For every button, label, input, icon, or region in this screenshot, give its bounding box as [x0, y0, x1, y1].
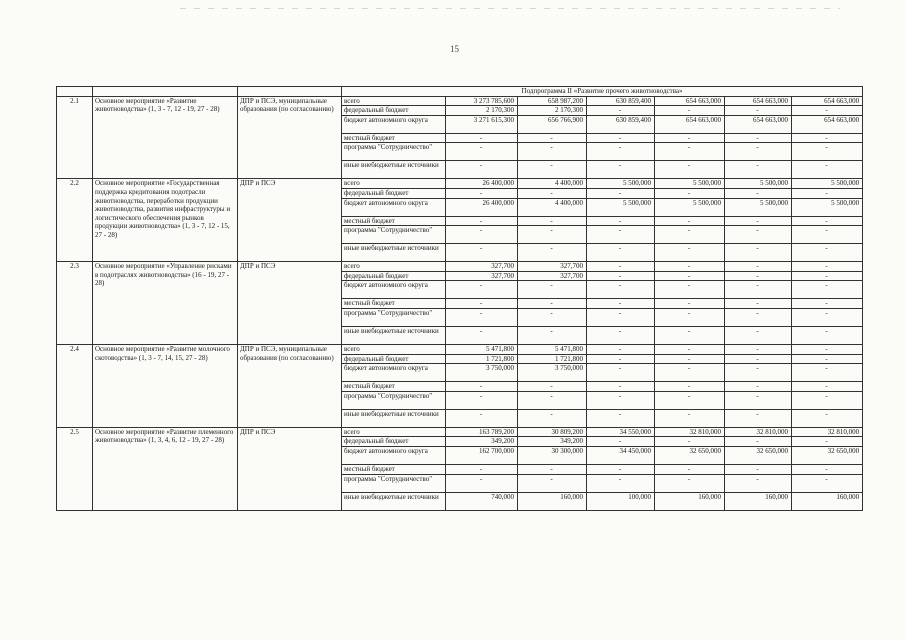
- amount-cell: 162 700,000: [446, 446, 518, 464]
- amount-cell: -: [655, 281, 725, 299]
- amount-cell: 654 663,000: [792, 96, 863, 106]
- amount-cell: -: [587, 226, 655, 244]
- amount-cell: 2 170,300: [518, 106, 587, 116]
- amount-cell: -: [518, 464, 587, 474]
- amount-cell: -: [792, 106, 863, 116]
- amount-cell: 34 450,000: [587, 446, 655, 464]
- amount-cell: -: [518, 308, 587, 326]
- amount-cell: -: [725, 391, 792, 409]
- amount-cell: -: [725, 308, 792, 326]
- amount-cell: -: [792, 474, 863, 492]
- amount-cell: -: [792, 464, 863, 474]
- amount-cell: -: [446, 188, 518, 198]
- funding-source: программа "Сотрудничество": [342, 226, 446, 244]
- amount-cell: -: [792, 308, 863, 326]
- amount-cell: 32 810,000: [792, 427, 863, 437]
- amount-cell: 656 766,900: [518, 115, 587, 133]
- amount-cell: -: [792, 391, 863, 409]
- amount-cell: -: [587, 143, 655, 161]
- budget-table: [56, 86, 863, 511]
- amount-cell: -: [446, 409, 518, 427]
- amount-cell: -: [725, 364, 792, 382]
- amount-cell: -: [792, 299, 863, 309]
- amount-cell: -: [446, 226, 518, 244]
- event-executor: ДПР и ПСЭ: [238, 179, 342, 262]
- amount-cell: -: [587, 106, 655, 116]
- amount-cell: -: [725, 299, 792, 309]
- table-row: [57, 427, 863, 437]
- amount-cell: -: [518, 161, 587, 179]
- event-number: 2.2: [57, 179, 93, 262]
- amount-cell: -: [725, 188, 792, 198]
- amount-cell: -: [446, 382, 518, 392]
- amount-cell: -: [725, 382, 792, 392]
- amount-cell: -: [655, 299, 725, 309]
- amount-cell: -: [725, 226, 792, 244]
- amount-cell: 654 663,000: [725, 96, 792, 106]
- amount-cell: -: [587, 409, 655, 427]
- event-number: 2.5: [57, 427, 93, 510]
- table-row: [57, 96, 863, 106]
- amount-cell: -: [655, 354, 725, 364]
- amount-cell: 160,000: [655, 492, 725, 510]
- amount-cell: -: [725, 133, 792, 143]
- funding-source: федеральный бюджет: [342, 188, 446, 198]
- amount-cell: -: [446, 161, 518, 179]
- amount-cell: 5 500,000: [587, 198, 655, 216]
- amount-cell: -: [446, 216, 518, 226]
- amount-cell: -: [587, 161, 655, 179]
- event-executor: ДПР и ПСЭ, муниципальные образования (по согласованию): [238, 344, 342, 427]
- amount-cell: -: [587, 299, 655, 309]
- amount-cell: -: [655, 391, 725, 409]
- amount-cell: -: [655, 133, 725, 143]
- amount-cell: 5 500,000: [792, 179, 863, 189]
- amount-cell: -: [725, 409, 792, 427]
- event-name: Основное мероприятие «Развитие молочного скотоводства» (1, 3 - 7, 14, 15, 27 - 28): [93, 344, 238, 427]
- amount-cell: 100,000: [587, 492, 655, 510]
- amount-cell: -: [587, 354, 655, 364]
- amount-cell: 630 859,400: [587, 96, 655, 106]
- amount-cell: -: [518, 244, 587, 262]
- amount-cell: -: [792, 244, 863, 262]
- amount-cell: 327,700: [518, 262, 587, 272]
- amount-cell: 160,000: [792, 492, 863, 510]
- amount-cell: 32 810,000: [725, 427, 792, 437]
- amount-cell: -: [518, 216, 587, 226]
- amount-cell: -: [446, 133, 518, 143]
- amount-cell: -: [725, 143, 792, 161]
- amount-cell: -: [655, 262, 725, 272]
- funding-source: федеральный бюджет: [342, 437, 446, 447]
- amount-cell: -: [587, 308, 655, 326]
- amount-cell: -: [655, 308, 725, 326]
- amount-cell: 5 500,000: [725, 198, 792, 216]
- amount-cell: -: [792, 133, 863, 143]
- event-name: Основное мероприятие «Развитие животноводства» (1, 3 - 7, 12 - 19, 27 - 28): [93, 96, 238, 179]
- amount-cell: -: [518, 382, 587, 392]
- amount-cell: 32 650,000: [655, 446, 725, 464]
- amount-cell: -: [725, 106, 792, 116]
- amount-cell: -: [725, 437, 792, 447]
- amount-cell: -: [446, 299, 518, 309]
- amount-cell: -: [587, 216, 655, 226]
- amount-cell: -: [518, 409, 587, 427]
- amount-cell: 654 663,000: [655, 115, 725, 133]
- amount-cell: -: [446, 464, 518, 474]
- scan-artifact-line: [180, 8, 840, 9]
- funding-source: всего: [342, 262, 446, 272]
- funding-source: федеральный бюджет: [342, 106, 446, 116]
- amount-cell: -: [518, 474, 587, 492]
- amount-cell: 5 500,000: [792, 198, 863, 216]
- funding-source: местный бюджет: [342, 299, 446, 309]
- funding-source: всего: [342, 344, 446, 354]
- amount-cell: 658 987,200: [518, 96, 587, 106]
- amount-cell: 26 400,000: [446, 179, 518, 189]
- event-name: Основное мероприятие «Государственная поддержка кредитования подотрасли животноводства, переработки продукции животноводства, развития инфраструктуры и логистического обеспечения рынков продукции животноводства» (1, 3 - 7, 12 - 15, 27 - 28): [93, 179, 238, 262]
- funding-source: федеральный бюджет: [342, 271, 446, 281]
- amount-cell: -: [725, 474, 792, 492]
- amount-cell: -: [655, 161, 725, 179]
- amount-cell: -: [518, 188, 587, 198]
- amount-cell: -: [446, 474, 518, 492]
- amount-cell: 2 170,300: [446, 106, 518, 116]
- amount-cell: -: [587, 326, 655, 344]
- funding-source: иные внебюджетные источники: [342, 492, 446, 510]
- amount-cell: 160,000: [518, 492, 587, 510]
- amount-cell: -: [792, 216, 863, 226]
- event-name: Основное мероприятие «Развитие племенного животноводства» (1, 3, 4, 6, 12 - 19, 27 - 28): [93, 427, 238, 510]
- amount-cell: -: [518, 326, 587, 344]
- funding-source: федеральный бюджет: [342, 354, 446, 364]
- funding-source: местный бюджет: [342, 382, 446, 392]
- amount-cell: -: [792, 143, 863, 161]
- amount-cell: 5 471,800: [446, 344, 518, 354]
- amount-cell: 32 650,000: [792, 446, 863, 464]
- amount-cell: -: [725, 344, 792, 354]
- amount-cell: 327,700: [446, 271, 518, 281]
- event-executor: ДПР и ПСЭ: [238, 427, 342, 510]
- amount-cell: -: [655, 188, 725, 198]
- funding-source: программа "Сотрудничество": [342, 143, 446, 161]
- funding-source: иные внебюджетные источники: [342, 326, 446, 344]
- amount-cell: -: [792, 382, 863, 392]
- funding-source: бюджет автономного округа: [342, 198, 446, 216]
- amount-cell: 654 663,000: [655, 96, 725, 106]
- table-row: [57, 344, 863, 354]
- amount-cell: 327,700: [518, 271, 587, 281]
- amount-cell: -: [587, 464, 655, 474]
- amount-cell: -: [655, 271, 725, 281]
- amount-cell: -: [792, 437, 863, 447]
- amount-cell: 349,200: [446, 437, 518, 447]
- amount-cell: -: [587, 244, 655, 262]
- amount-cell: 4 400,000: [518, 198, 587, 216]
- amount-cell: 349,200: [518, 437, 587, 447]
- amount-cell: -: [792, 344, 863, 354]
- amount-cell: 163 789,200: [446, 427, 518, 437]
- amount-cell: 1 721,800: [446, 354, 518, 364]
- amount-cell: -: [587, 344, 655, 354]
- amount-cell: -: [518, 143, 587, 161]
- amount-cell: -: [725, 262, 792, 272]
- funding-source: иные внебюджетные источники: [342, 244, 446, 262]
- amount-cell: -: [655, 464, 725, 474]
- amount-cell: -: [587, 364, 655, 382]
- amount-cell: -: [587, 133, 655, 143]
- funding-source: иные внебюджетные источники: [342, 409, 446, 427]
- amount-cell: 30 300,000: [518, 446, 587, 464]
- funding-source: местный бюджет: [342, 464, 446, 474]
- amount-cell: -: [587, 474, 655, 492]
- amount-cell: -: [587, 382, 655, 392]
- amount-cell: -: [792, 354, 863, 364]
- funding-source: бюджет автономного округа: [342, 446, 446, 464]
- amount-cell: 3 750,000: [518, 364, 587, 382]
- event-executor: ДПР и ПСЭ: [238, 262, 342, 345]
- amount-cell: -: [655, 326, 725, 344]
- amount-cell: 3 750,000: [446, 364, 518, 382]
- amount-cell: 630 859,400: [587, 115, 655, 133]
- amount-cell: 327,700: [446, 262, 518, 272]
- amount-cell: 654 663,000: [725, 115, 792, 133]
- amount-cell: -: [655, 364, 725, 382]
- amount-cell: -: [587, 262, 655, 272]
- funding-source: всего: [342, 96, 446, 106]
- amount-cell: 5 500,000: [655, 179, 725, 189]
- amount-cell: 34 550,000: [587, 427, 655, 437]
- amount-cell: -: [655, 382, 725, 392]
- amount-cell: 160,000: [725, 492, 792, 510]
- amount-cell: 5 500,000: [725, 179, 792, 189]
- amount-cell: -: [518, 299, 587, 309]
- table-row: [57, 179, 863, 189]
- amount-cell: -: [792, 364, 863, 382]
- amount-cell: -: [792, 188, 863, 198]
- amount-cell: -: [518, 391, 587, 409]
- amount-cell: 32 650,000: [725, 446, 792, 464]
- amount-cell: -: [792, 409, 863, 427]
- amount-cell: 740,000: [446, 492, 518, 510]
- amount-cell: -: [446, 326, 518, 344]
- amount-cell: -: [792, 262, 863, 272]
- amount-cell: -: [725, 281, 792, 299]
- amount-cell: -: [725, 244, 792, 262]
- amount-cell: -: [655, 106, 725, 116]
- amount-cell: -: [725, 216, 792, 226]
- amount-cell: -: [587, 271, 655, 281]
- amount-cell: -: [518, 226, 587, 244]
- funding-source: программа "Сотрудничество": [342, 308, 446, 326]
- funding-source: местный бюджет: [342, 133, 446, 143]
- event-number: 2.4: [57, 344, 93, 427]
- amount-cell: 26 400,000: [446, 198, 518, 216]
- amount-cell: -: [725, 354, 792, 364]
- table-row: [57, 262, 863, 272]
- amount-cell: 5 471,800: [518, 344, 587, 354]
- amount-cell: -: [446, 308, 518, 326]
- funding-source: бюджет автономного округа: [342, 115, 446, 133]
- amount-cell: -: [446, 244, 518, 262]
- amount-cell: -: [725, 464, 792, 474]
- amount-cell: -: [792, 326, 863, 344]
- amount-cell: -: [655, 344, 725, 354]
- funding-source: всего: [342, 179, 446, 189]
- amount-cell: -: [446, 281, 518, 299]
- amount-cell: -: [792, 271, 863, 281]
- funding-source: программа "Сотрудничество": [342, 391, 446, 409]
- amount-cell: -: [587, 437, 655, 447]
- amount-cell: -: [655, 143, 725, 161]
- amount-cell: -: [518, 281, 587, 299]
- funding-source: бюджет автономного округа: [342, 364, 446, 382]
- funding-source: бюджет автономного округа: [342, 281, 446, 299]
- amount-cell: -: [587, 391, 655, 409]
- amount-cell: -: [655, 409, 725, 427]
- funding-source: местный бюджет: [342, 216, 446, 226]
- subprogram-title: Подпрограмма II «Развитие прочего животноводства»: [342, 87, 863, 97]
- amount-cell: -: [655, 226, 725, 244]
- amount-cell: -: [792, 281, 863, 299]
- amount-cell: 4 400,000: [518, 179, 587, 189]
- event-number: 2.3: [57, 262, 93, 345]
- amount-cell: -: [655, 437, 725, 447]
- amount-cell: -: [792, 226, 863, 244]
- event-name: Основное мероприятие «Управление рисками в подотраслях животноводства» (16 - 19, 27 - 28): [93, 262, 238, 345]
- amount-cell: 1 721,800: [518, 354, 587, 364]
- amount-cell: -: [446, 143, 518, 161]
- amount-cell: 3 273 785,600: [446, 96, 518, 106]
- amount-cell: -: [446, 391, 518, 409]
- amount-cell: 5 500,000: [655, 198, 725, 216]
- amount-cell: -: [725, 271, 792, 281]
- amount-cell: 5 500,000: [587, 179, 655, 189]
- amount-cell: -: [587, 281, 655, 299]
- amount-cell: 654 663,000: [792, 115, 863, 133]
- event-executor: ДПР и ПСЭ, муниципальные образования (по согласованию): [238, 96, 342, 179]
- amount-cell: -: [792, 161, 863, 179]
- amount-cell: -: [655, 244, 725, 262]
- amount-cell: 32 810,000: [655, 427, 725, 437]
- amount-cell: -: [587, 188, 655, 198]
- amount-cell: 30 809,200: [518, 427, 587, 437]
- amount-cell: 3 271 615,300: [446, 115, 518, 133]
- amount-cell: -: [655, 474, 725, 492]
- event-number: 2.1: [57, 96, 93, 179]
- amount-cell: -: [655, 216, 725, 226]
- funding-source: иные внебюджетные источники: [342, 161, 446, 179]
- amount-cell: -: [725, 326, 792, 344]
- funding-source: программа "Сотрудничество": [342, 474, 446, 492]
- amount-cell: -: [725, 161, 792, 179]
- funding-source: всего: [342, 427, 446, 437]
- amount-cell: -: [518, 133, 587, 143]
- page-number: 15: [450, 44, 459, 54]
